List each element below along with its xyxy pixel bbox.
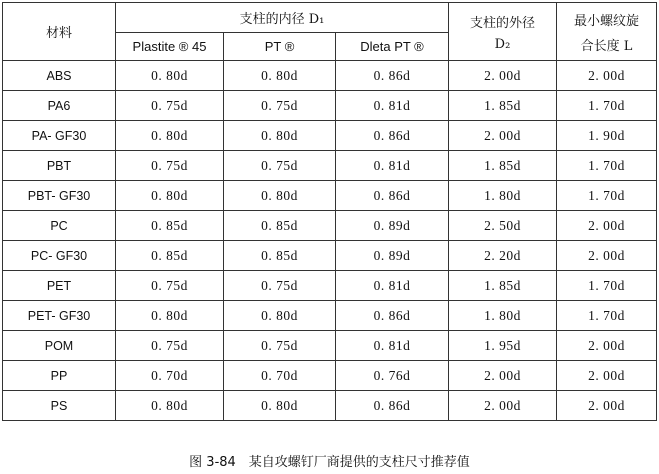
header-inner-diameter: 支柱的内径 D₁ [116, 3, 449, 33]
table-row [3, 361, 657, 391]
table-header [3, 3, 657, 61]
header-outer-diameter-symbol: D₂ [494, 36, 511, 52]
header-pt: PT ® [224, 33, 336, 61]
table-row [3, 241, 657, 271]
cell-material: PET [3, 271, 116, 301]
cell-pt: 0. 70d [224, 361, 336, 391]
cell-material: PBT- GF30 [3, 181, 116, 211]
table-row [3, 181, 657, 211]
cell-pt: 0. 80d [224, 61, 336, 91]
cell-plastite-45: 0. 80d [116, 301, 224, 331]
cell-outer-diameter: 1. 85d [449, 151, 557, 181]
cell-plastite-45: 0. 75d [116, 151, 224, 181]
figure-caption: 图 3-84 某自攻螺钉厂商提供的支柱尺寸推荐值 [189, 455, 470, 470]
cell-material: ABS [3, 61, 116, 91]
cell-plastite-45: 0. 85d [116, 241, 224, 271]
cell-min-thread-length: 1. 90d [557, 121, 657, 151]
cell-delta-pt: 0. 76d [336, 361, 449, 391]
cell-pt: 0. 85d [224, 211, 336, 241]
cell-delta-pt: 0. 86d [336, 121, 449, 151]
cell-material: PET- GF30 [3, 301, 116, 331]
cell-min-thread-length: 1. 70d [557, 151, 657, 181]
cell-min-thread-length: 1. 70d [557, 181, 657, 211]
cell-min-thread-length: 2. 00d [557, 331, 657, 361]
cell-outer-diameter: 2. 50d [449, 211, 557, 241]
header-min-thread-length-label: 最小螺纹旋 [573, 13, 639, 29]
cell-outer-diameter: 2. 00d [449, 391, 557, 421]
cell-outer-diameter: 1. 80d [449, 181, 557, 211]
header-delta-pt: Dleta PT ® [336, 33, 449, 61]
cell-delta-pt: 0. 89d [336, 241, 449, 271]
cell-pt: 0. 75d [224, 271, 336, 301]
cell-delta-pt: 0. 89d [336, 211, 449, 241]
table-row [3, 151, 657, 181]
table-row [3, 211, 657, 241]
cell-material: POM [3, 331, 116, 361]
cell-outer-diameter: 2. 00d [449, 121, 557, 151]
table-row [3, 301, 657, 331]
cell-delta-pt: 0. 86d [336, 391, 449, 421]
table-row [3, 331, 657, 361]
header-min-thread-length-label-2: 合长度 L [580, 38, 633, 54]
cell-min-thread-length: 1. 70d [557, 91, 657, 121]
cell-material: PA- GF30 [3, 121, 116, 151]
header-outer-diameter-label: 支柱的外径 [469, 15, 535, 31]
header-plastite-45: Plastite ® 45 [116, 33, 224, 61]
table-body [3, 61, 657, 421]
cell-delta-pt: 0. 81d [336, 331, 449, 361]
cell-outer-diameter: 2. 00d [449, 61, 557, 91]
cell-pt: 0. 80d [224, 121, 336, 151]
cell-pt: 0. 85d [224, 241, 336, 271]
cell-material: PBT [3, 151, 116, 181]
cell-delta-pt: 0. 86d [336, 181, 449, 211]
cell-pt: 0. 80d [224, 391, 336, 421]
cell-plastite-45: 0. 75d [116, 331, 224, 361]
cell-outer-diameter: 1. 95d [449, 331, 557, 361]
cell-outer-diameter: 2. 00d [449, 361, 557, 391]
cell-delta-pt: 0. 81d [336, 151, 449, 181]
cell-pt: 0. 75d [224, 91, 336, 121]
header-material: 材料 [3, 3, 116, 61]
cell-plastite-45: 0. 85d [116, 211, 224, 241]
cell-material: PC- GF30 [3, 241, 116, 271]
cell-plastite-45: 0. 75d [116, 271, 224, 301]
cell-pt: 0. 80d [224, 301, 336, 331]
cell-min-thread-length: 1. 70d [557, 301, 657, 331]
cell-min-thread-length: 2. 00d [557, 241, 657, 271]
header-outer-diameter [449, 3, 557, 61]
cell-delta-pt: 0. 81d [336, 91, 449, 121]
cell-delta-pt: 0. 86d [336, 61, 449, 91]
cell-pt: 0. 75d [224, 151, 336, 181]
cell-outer-diameter: 1. 85d [449, 91, 557, 121]
cell-min-thread-length: 2. 00d [557, 391, 657, 421]
cell-plastite-45: 0. 80d [116, 391, 224, 421]
cell-plastite-45: 0. 80d [116, 181, 224, 211]
cell-plastite-45: 0. 70d [116, 361, 224, 391]
cell-min-thread-length: 2. 00d [557, 361, 657, 391]
cell-material: PA6 [3, 91, 116, 121]
cell-outer-diameter: 2. 20d [449, 241, 557, 271]
table-row [3, 271, 657, 301]
standoff-dimension-table [2, 2, 657, 421]
cell-delta-pt: 0. 81d [336, 271, 449, 301]
cell-outer-diameter: 1. 80d [449, 301, 557, 331]
cell-min-thread-length: 1. 70d [557, 271, 657, 301]
cell-outer-diameter: 1. 85d [449, 271, 557, 301]
cell-pt: 0. 75d [224, 331, 336, 361]
header-min-thread-length [557, 3, 657, 61]
table-row [3, 121, 657, 151]
cell-min-thread-length: 2. 00d [557, 211, 657, 241]
cell-pt: 0. 80d [224, 181, 336, 211]
cell-material: PP [3, 361, 116, 391]
table-row [3, 391, 657, 421]
table-row [3, 91, 657, 121]
cell-material: PS [3, 391, 116, 421]
table-row [3, 61, 657, 91]
cell-plastite-45: 0. 75d [116, 91, 224, 121]
cell-delta-pt: 0. 86d [336, 301, 449, 331]
cell-plastite-45: 0. 80d [116, 61, 224, 91]
cell-min-thread-length: 2. 00d [557, 61, 657, 91]
cell-plastite-45: 0. 80d [116, 121, 224, 151]
cell-material: PC [3, 211, 116, 241]
